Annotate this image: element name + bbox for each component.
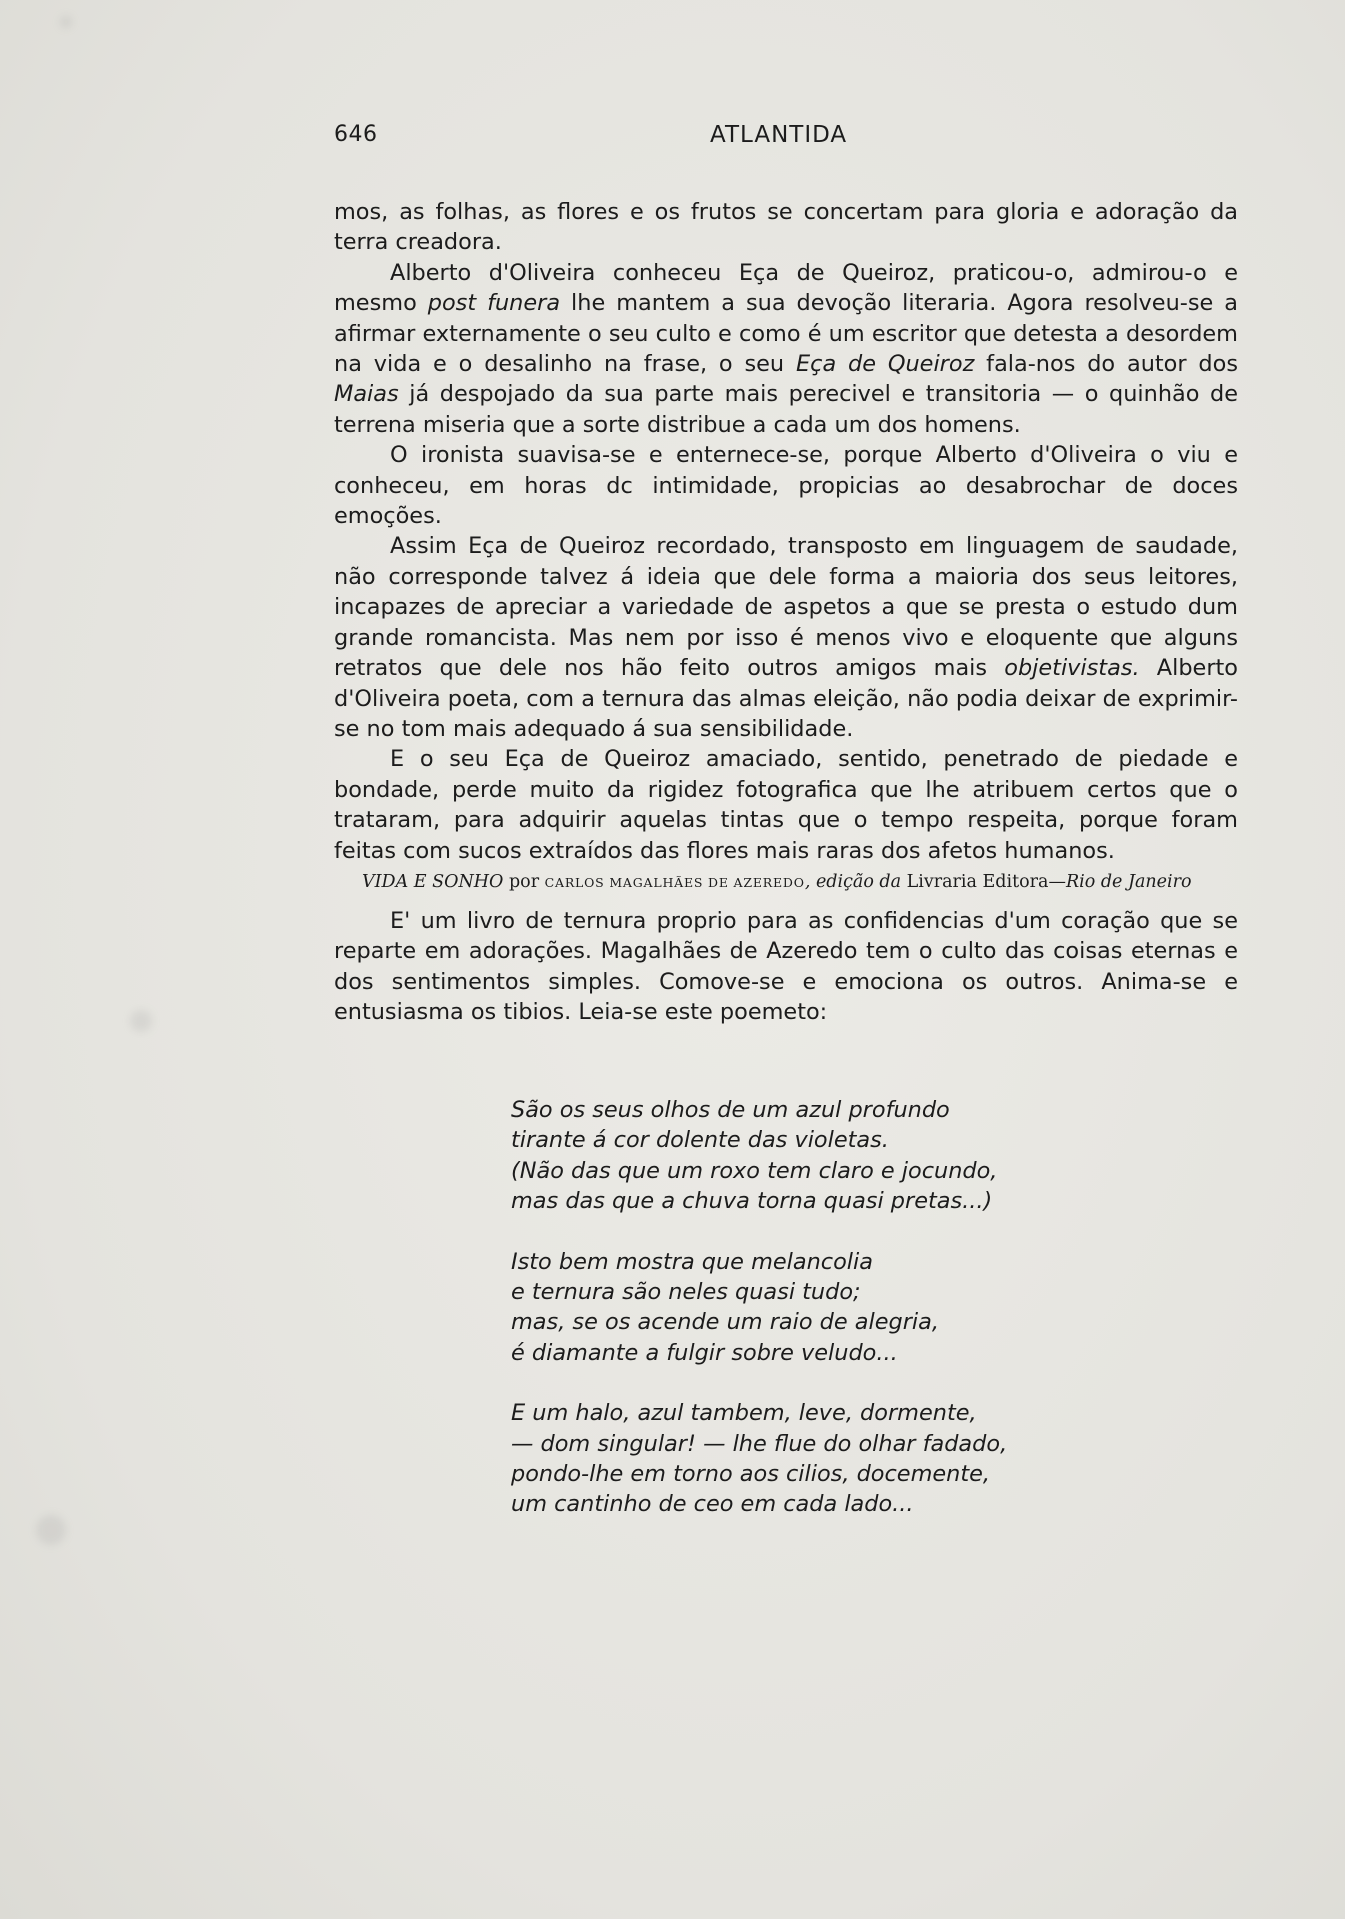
poem-line: pondo-lhe em torno aos cilios, docemente, [511,1461,991,1488]
poem-stanza [511,1398,1007,1520]
poem-stanza [511,1095,1007,1217]
italic-text: Eça de Queiroz [795,351,975,378]
poem-line: é diamante a fulgir sobre veludo... [511,1339,898,1366]
poem-line: São os seus olhos de um azul profundo [511,1097,950,1123]
paragraph: Alberto d'Oliveira conheceu Eça de Queiroz, praticou-o, admirou-o e mesmo post funera lhe mantem a sua devoção literaria. Agora resolveu-se a afirmar externamente o seu culto e como é um escritor que detesta a desordem na vida e o desalinho na frase, o seu Eça de Queiroz fala-nos do autor dos Maias já despojado da sua parte mais perecivel e transitoria — o quinhão de terrena miseria que a sorte distribue a cada um dos homens. [334,259,1239,438]
italic-text: post funera [427,290,561,317]
poem-line: um cantinho de ceo em cada lado... [511,1491,914,1518]
review-heading: VIDA E SONHO por CARLOS MAGALHÃES DE AZEREDO, edição da Livraria Editora—Rio de Janeiro [362,872,1192,892]
poem-line: mas das que a chuva torna quasi pretas...) [511,1188,993,1215]
paragraph: E o seu Eça de Queiroz amaciado, sentido, penetrado de piedade e bondade, perde muito da rigidez fotografica que lhe atribuem certos que o trataram, para adquirir aquelas tintas que o tempo respeita, porque foram feitas com sucos extraídos das flores mais raras dos afetos humanos. [334,746,1238,864]
poem [511,1095,1007,1550]
publisher: Livraria Editora [906,872,1049,892]
poem-stanza [511,1247,1007,1369]
poem-line: E um halo, azul tambem, leve, dormente, [511,1400,977,1427]
italic-text: objetivistas. [1004,655,1140,682]
publication-place: —Rio de Janeiro [1048,872,1192,892]
paper-stain [36,1515,66,1545]
paragraph: mos, as folhas, as flores e os frutos se concertam para gloria e adoração da terra creadora. [334,199,1238,256]
paragraph: E' um livro de ternura proprio para as confidencias d'um coração que se reparte em adorações. Magalhães de Azeredo tem o culto das coisas eternas e dos sentimentos simples. Comove-se e emociona os outros. Anima-se e entusiasma os tibios. Leia-se este poemeto: [334,908,1238,1026]
book-author: CARLOS MAGALHÃES DE AZEREDO [544,875,805,890]
article-vida-e-sonho [334,906,1238,1028]
paragraph: Assim Eça de Queiroz recordado, transposto em linguagem de saudade, não corresponde talvez á ideia que dele forma a maioria dos seus leitores, incapazes de apreciar a variedade de aspetos a que se presta o estudo dum grande romancista. Mas nem por isso é menos vivo e eloquente que alguns retratos que dele nos hão feito outros amigos mais objetivistas. Alberto d'Oliveira poeta, com a ternura das almas eleição, não podia deixar de exprimir-se no tom mais adequado á sua sensibilidade. [334,533,1238,742]
article-eca-de-queiroz [334,197,1238,866]
page-header [334,122,1238,156]
poem-line: e ternura são neles quasi tudo; [511,1279,861,1306]
poem-line: mas, se os acende um raio de alegria, [511,1309,939,1336]
paragraph: O ironista suavisa-se e enternece-se, porque Alberto d'Oliveira o viu e conheceu, em horas dc intimidade, propicias ao desabrochar de doces emoções. [334,442,1238,530]
poem-line: Isto bem mostra que melancolia [511,1248,873,1275]
paper-stain [130,1010,152,1032]
italic-text: Maias [334,381,399,408]
book-title: VIDA E SONHO [362,872,504,892]
paper-stain [60,16,72,28]
poem-line: — dom singular! — lhe flue do olhar fadado, [511,1430,1008,1457]
poem-line: (Não das que um roxo tem claro e jocundo, [511,1157,998,1184]
running-head: ATLANTIDA [710,122,848,148]
poem-line: tirante á cor dolente das violetas. [511,1127,889,1154]
page-number: 646 [334,122,378,147]
